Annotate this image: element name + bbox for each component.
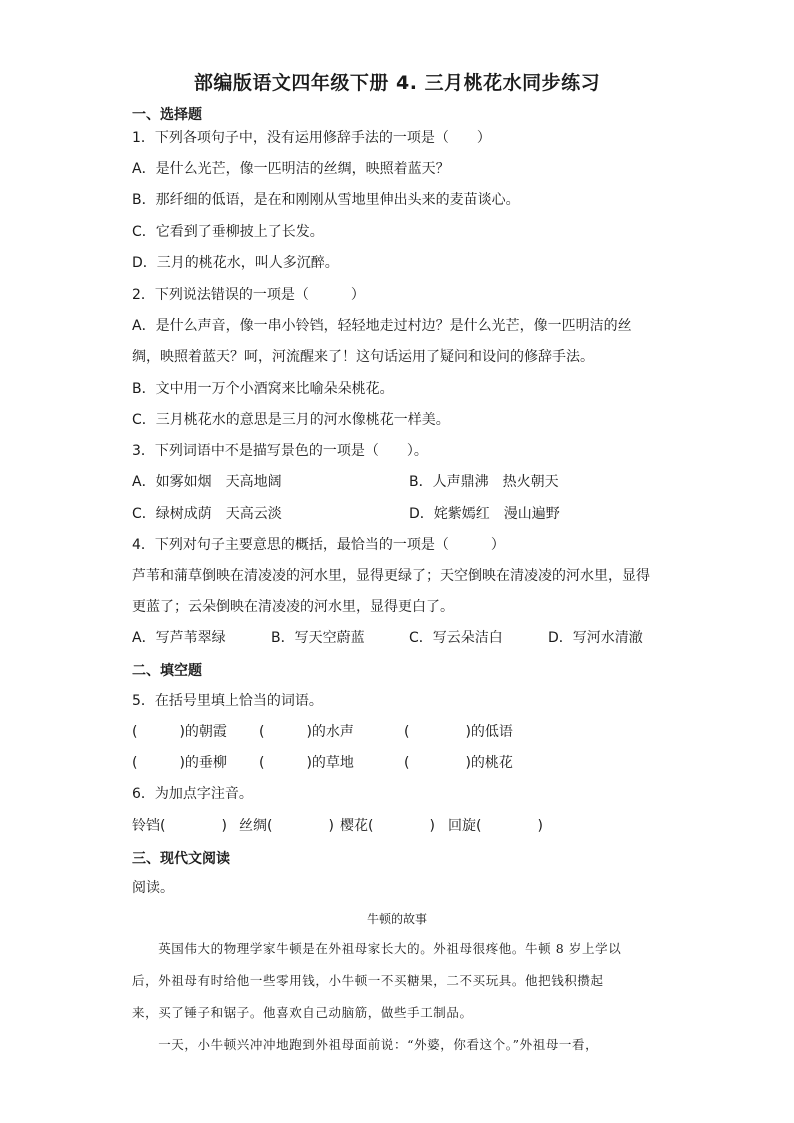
question-6-item: 丝绸( ) [239,818,334,834]
question-5-blank: ( )的桃花 [404,755,513,771]
question-4-option-b: B．写天空蔚蓝 [271,630,365,646]
question-2-option-a-line1: A．是什么声音，像一串小铃铛，轻轻地走过村边？是什么光芒，像一匹明洁的丝 [132,318,632,334]
section-heading-choice: 一、选择题 [132,107,202,123]
question-1-stem: 1．下列各项句子中，没有运用修辞手法的一项是（ ） [132,130,491,146]
question-5-blank: ( )的朝霞 [132,724,227,740]
question-2-option-b: B．文中用一万个小酒窝来比喻朵朵桃花。 [132,381,394,397]
story-line: 来，买了锤子和锯子。他喜欢自己动脑筋，做些手工制品。 [132,1005,473,1020]
question-1-option-a: A．是什么光芒，像一匹明洁的丝绸，映照着蓝天？ [132,161,450,177]
story-line: 一天，小牛顿兴冲冲地跑到外祖母面前说：“外婆，你看这个。”外祖母一看， [132,1037,599,1052]
reading-instruction: 阅读。 [132,880,174,896]
section-heading-fill: 二、填空题 [132,663,202,679]
question-5-stem: 5．在括号里填上恰当的词语。 [132,693,323,709]
question-4-option-a: A．写芦苇翠绿 [132,630,226,646]
question-3-option-d: D．姹紫嫣红 漫山遍野 [409,506,560,522]
question-1-option-b: B．那纤细的低语，是在和刚刚从雪地里伸出头来的麦苗谈心。 [132,192,520,208]
question-3-option-a: A．如雾如烟 天高地阔 [132,474,282,490]
question-2-option-c: C．三月桃花水的意思是三月的河水像桃花一样美。 [132,412,450,428]
question-4-passage-line1: 芦苇和蒲草倒映在清凌凌的河水里，显得更绿了；天空倒映在清凌凌的河水里，显得 [132,568,650,584]
story-title: 牛顿的故事 [366,912,427,926]
story-line: 后，外祖母有时给他一些零用钱，小牛顿一不买糖果，二不买玩具。他把钱积攒起 [132,973,604,988]
question-4-option-d: D．写河水清澈 [548,630,643,646]
page-title: 部编版语文四年级下册 4. 三月桃花水同步练习 [193,72,601,94]
question-5-blank: ( )的垂柳 [132,755,227,771]
question-2-option-a-line2: 绸，映照着蓝天？呵，河流醒来了！这句话运用了疑问和设问的修辞手法。 [132,349,594,365]
question-4-option-c: C．写云朵洁白 [409,630,503,646]
question-6-stem: 6．为加点字注音。 [132,786,253,802]
question-6-item: 回旋( ) [448,818,543,834]
question-6-item: 樱花( ) [340,818,435,834]
story-line: 英国伟大的物理学家牛顿是在外祖母家长大的。外祖母很疼他。牛顿 8 岁上学以 [132,941,622,956]
question-3-option-b: B．人声鼎沸 热火朝天 [409,474,559,490]
section-heading-reading: 三、现代文阅读 [132,851,230,867]
question-3-option-c: C．绿树成荫 天高云淡 [132,506,282,522]
question-5-blank: ( )的草地 [259,755,354,771]
question-4-passage-line2: 更蓝了；云朵倒映在清凌凌的河水里，显得更白了。 [132,599,454,615]
question-3-stem: 3．下列词语中不是描写景色的一项是（ ）。 [132,443,428,459]
question-5-blank: ( )的水声 [259,724,354,740]
question-2-stem: 2．下列说法错误的一项是（ ） [132,287,365,303]
question-1-option-c: C．它看到了垂柳披上了长发。 [132,224,324,240]
question-6-item: 铃铛( ) [132,818,227,834]
question-4-stem: 4．下列对句子主要意思的概括，最恰当的一项是（ ） [132,537,505,553]
question-1-option-d: D．三月的桃花水，叫人多沉醉。 [132,255,339,271]
question-5-blank: ( )的低语 [404,724,513,740]
